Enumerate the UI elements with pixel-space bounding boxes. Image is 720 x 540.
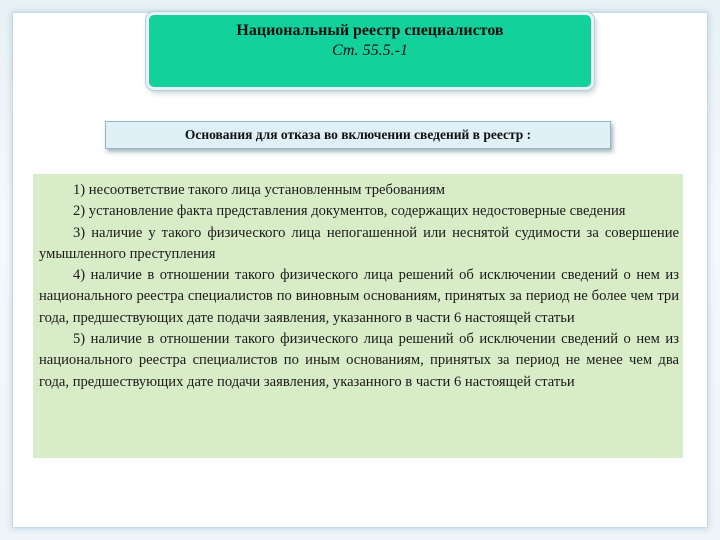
list-item-2: 2) установление факта представления документов, содержащих недостоверные сведения <box>73 203 626 220</box>
list-item-5: 5) наличие в отношении такого физического лица решений об исключении сведений о нем из национального реестра специалистов по иным основаниям, принятых за период не менее чем два года, предшествующих дате подачи заявления, указанного в части 6 настоящей статьи <box>39 331 679 390</box>
list-item-1: 1) несоответствие такого лица установленным требованиям <box>73 182 445 198</box>
slide-title: Национальный реестр специалистов <box>236 22 504 39</box>
title-box <box>146 12 594 90</box>
list-item-3: 3) наличие у такого физического лица непогашенной или неснятой судимости за совершение умышленного преступления <box>39 224 679 262</box>
list-item-4: 4) наличие в отношении такого физического лица решений об исключении сведений о нем из национального реестра специалистов по виновным основаниям, принятых за период не более чем три года, предшествующих дате подачи заявления, указанного в части 6 настоящей статьи <box>39 267 679 326</box>
section-heading: Основания для отказа во включении сведений в реестр : <box>105 121 611 149</box>
article-number: Ст. 55.5.-1 <box>332 42 408 59</box>
grounds-list <box>33 174 683 458</box>
